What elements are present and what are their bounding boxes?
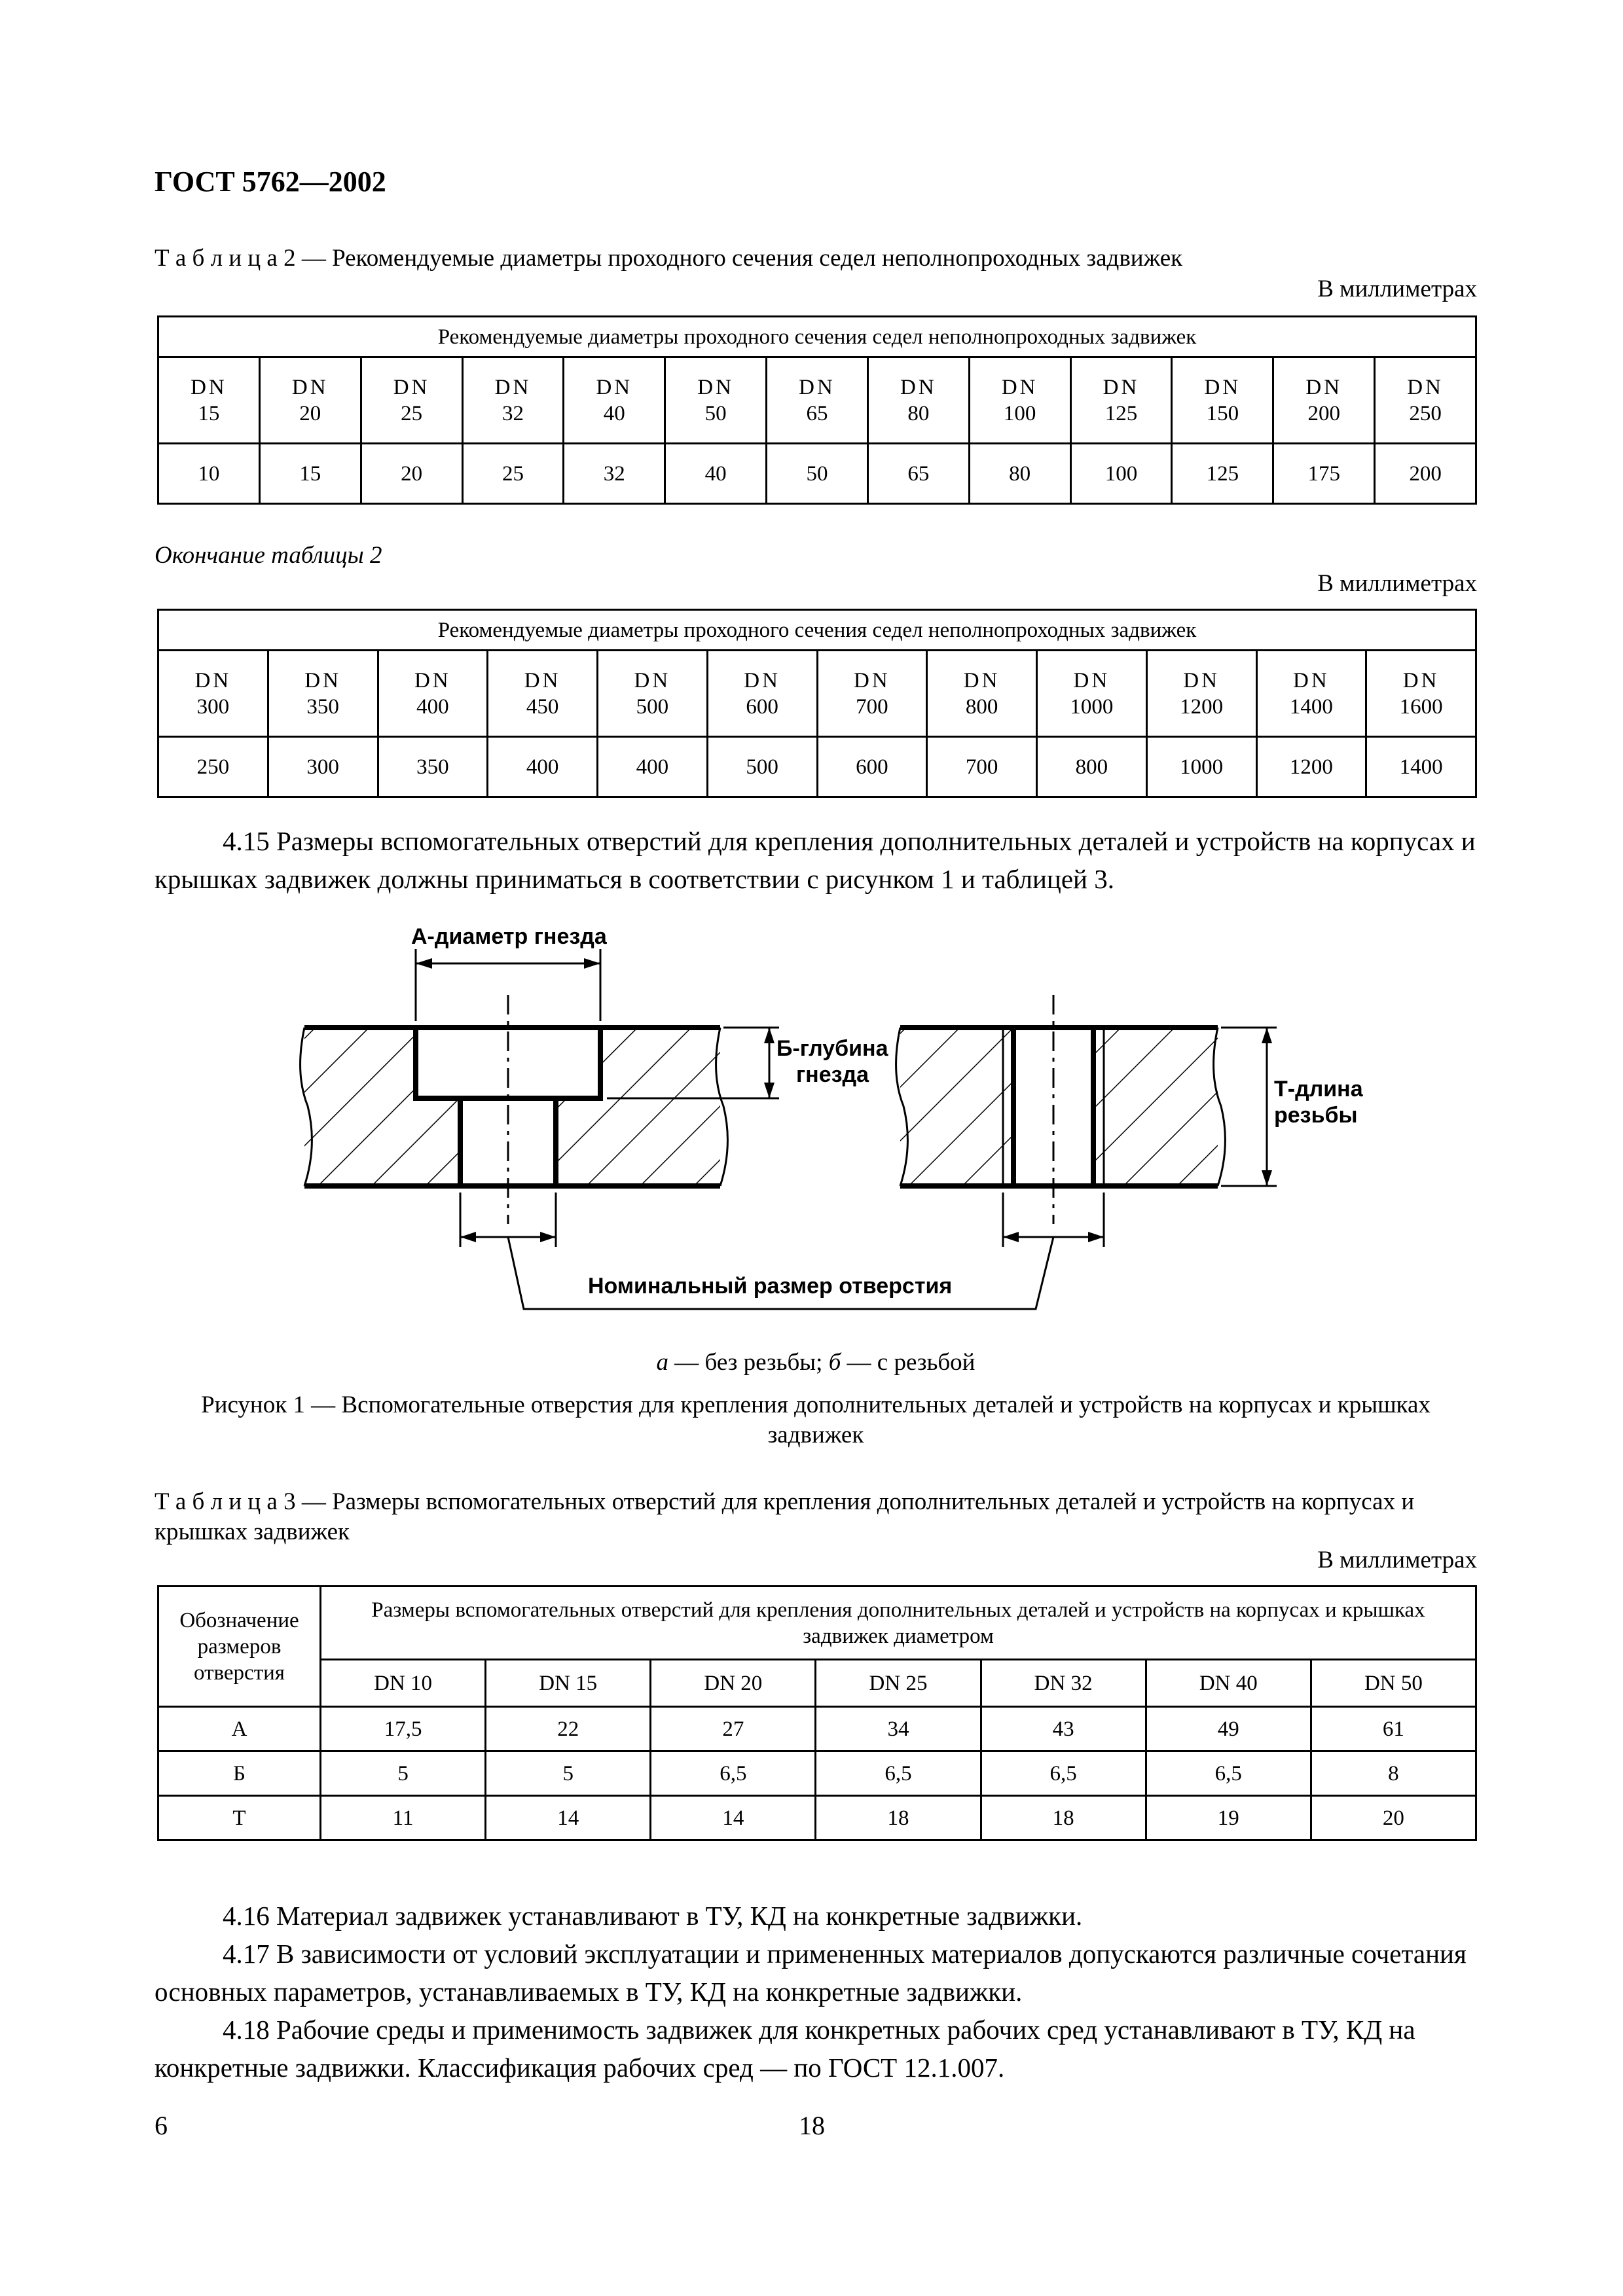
table2-end-group-header: Рекомендуемые диаметры проходного сечения седел неполнопроходных задвижек [158,610,1476,651]
table2-end-seat-cell: 400 [488,737,598,797]
figure1-label-a: А-диаметр гнезда [411,924,607,949]
table3-caption: Т а б л и ц а 3 — Размеры вспомогательных отверстий для крепления дополнительных деталей и устройств на корпусах и крышках задвижек [155,1488,1415,1545]
dn-label: DN [1407,375,1444,399]
table2-end-seat-cell: 400 [598,737,708,797]
dn-value: 25 [401,401,423,425]
dn-label: DN [524,668,561,692]
dn-label: DN [291,375,329,399]
dn-label: DN [963,668,1000,692]
table3-cell: 49 [1146,1707,1311,1751]
dn-value: 1600 [1399,694,1443,719]
dn-value: 700 [856,694,888,719]
table3-cell: 43 [981,1707,1146,1751]
dn-label: DN [697,375,734,399]
dn-label: DN [854,668,890,692]
dn-value: 800 [965,694,998,719]
dn-value: 15 [198,401,220,425]
table2-seat-cell: 15 [259,444,361,504]
table3-cell: 20 [1311,1796,1476,1840]
table2-seat-cell: 200 [1375,444,1476,504]
table2-end-seat-cell: 800 [1037,737,1147,797]
table2-end-seat-cell: 300 [268,737,378,797]
dn-value: 1400 [1289,694,1333,719]
table2-end-seat-cell: 1400 [1366,737,1476,797]
dn-label: DN [1402,668,1440,692]
table2-seat-cell: 40 [665,444,767,504]
dn-label: DN [1305,375,1343,399]
document-header: ГОСТ 5762—2002 [155,166,386,198]
dn-label: DN [1293,668,1330,692]
table3-cell: 22 [486,1707,651,1751]
paragraph-4-15: 4.15 Размеры вспомогательных отверстий для крепления дополнительных деталей и устройств на корпусах и крышках задвижек должны приниматься в соответствии с рисунком 1 и таблицей 3. [155,826,1476,894]
figure1-part-a [301,949,779,1247]
dn-value: 250 [1409,401,1442,425]
dn-value: 80 [907,401,930,425]
dn-label: DN [304,668,341,692]
table2-end-seat-cell: 350 [378,737,488,797]
table3-column-header: DN 15 [486,1660,651,1707]
table3-cell: 34 [816,1707,981,1751]
paragraph-4-18: 4.18 Рабочие среды и применимость задвижек для конкретных рабочих сред устанавливают в ТУ, КД на конкретные задвижки. Классификация рабочих сред — по ГОСТ 12.1.007. [155,2015,1415,2083]
dn-label: DN [1001,375,1038,399]
dn-label: DN [194,668,232,692]
dn-value: 300 [196,694,230,719]
table2-seat-cell: 100 [1070,444,1172,504]
dn-label: DN [191,375,227,399]
dn-value: 450 [526,694,559,719]
table3-column-header: DN 32 [981,1660,1146,1707]
table2-seat-cell: 80 [969,444,1070,504]
table3-row [158,1796,1476,1840]
table3-row [158,1707,1476,1751]
dn-label: DN [494,375,532,399]
table2-end-seat-cell: 500 [707,737,817,797]
table3-column-header: DN 10 [321,1660,486,1707]
dn-value: 65 [806,401,828,425]
table3-cell: 8 [1311,1751,1476,1796]
dn-label: DN [1204,375,1241,399]
table3-cell: 27 [651,1707,816,1751]
table2-end-seat-cell: 250 [158,737,268,797]
table3-row-label: Б [158,1751,321,1796]
table3-units: В миллиметрах [1317,1547,1477,1573]
table2-end-seat-cell: 700 [927,737,1037,797]
dn-label: DN [414,668,451,692]
table3-cell: 6,5 [651,1751,816,1796]
table3-row-label: А [158,1707,321,1751]
table2-seat-cell: 25 [462,444,564,504]
table2-seat-cell: 125 [1172,444,1273,504]
table2-seat-cell: 50 [767,444,868,504]
table2-end-seat-cell: 1000 [1146,737,1256,797]
table2-seat-cell: 65 [867,444,969,504]
dn-value: 500 [636,694,669,719]
dn-label: DN [393,375,430,399]
paragraph-4-16: 4.16 Материал задвижек устанавливают в ТУ, КД на конкретные задвижки. [223,1901,1083,1931]
table3-cell: 6,5 [981,1751,1146,1796]
table2-end-seat-cell: 600 [817,737,927,797]
dn-value: 125 [1104,401,1138,425]
dn-value: 100 [1003,401,1036,425]
figure1-label-b: Б-глубина гнезда [776,1036,888,1087]
page-number-center: 18 [799,2111,825,2140]
table3-group-header: Размеры вспомогательных отверстий для крепления дополнительных деталей и устройств на корпусах и крышках задвижек диаметром [321,1587,1476,1660]
dn-value: 400 [416,694,449,719]
table3-column-header: DN 40 [1146,1660,1311,1707]
figure1-part-b [896,995,1277,1247]
table3-column-header: DN 50 [1311,1660,1476,1707]
dn-label: DN [744,668,780,692]
dn-label: DN [634,668,671,692]
table3-cell: 18 [816,1796,981,1840]
dn-value: 1200 [1180,694,1224,719]
table2-end-seat-cell: 1200 [1256,737,1366,797]
table3-row-label: Т [158,1796,321,1840]
table3-cell: 14 [486,1796,651,1840]
table3-row [158,1751,1476,1796]
table2-seat-cell: 10 [158,444,260,504]
table3-column-header: DN 25 [816,1660,981,1707]
dn-label: DN [596,375,633,399]
dn-label: DN [900,375,937,399]
dn-value: 1000 [1070,694,1114,719]
table3-cell: 61 [1311,1707,1476,1751]
dn-value: 200 [1307,401,1340,425]
dn-value: 350 [306,694,339,719]
dn-label: DN [799,375,835,399]
table3-column-header: DN 20 [651,1660,816,1707]
figure1-caption: Рисунок 1 — Вспомогательные отверстия для крепления дополнительных деталей и устройств на корпусах и крышках задвижек [201,1391,1431,1448]
paragraph-4-17: 4.17 В зависимости от условий эксплуатации и примененных материалов допускаются различные сочетания основных параметров, устанавливаемых в ТУ, КД на конкретные задвижки. [155,1939,1467,2007]
table3-cell: 14 [651,1796,816,1840]
table3-cell: 11 [321,1796,486,1840]
table2-end-units: В миллиметрах [1317,570,1477,597]
dn-value: 20 [299,401,321,425]
table3-cell: 19 [1146,1796,1311,1840]
table3-row-header: Обозначение размеров отверстия [158,1587,321,1707]
table2-caption: Т а б л и ц а 2 — Рекомендуемые диаметры проходного сечения седел неполнопроходных задвижек [155,245,1183,272]
dn-value: 50 [704,401,727,425]
dn-label: DN [1183,668,1220,692]
table3-cell: 17,5 [321,1707,486,1751]
figure1-subcaption: а — без резьбы; б — с резьбой [656,1349,976,1376]
dn-label: DN [1103,375,1140,399]
table3 [157,1585,1477,1841]
table2-seat-cell: 32 [564,444,665,504]
table2-units: В миллиметрах [1317,276,1477,302]
table2-group-header: Рекомендуемые диаметры проходного сечения седел неполнопроходных задвижек [158,317,1476,357]
dn-value: 32 [501,401,524,425]
dn-value: 150 [1206,401,1239,425]
table3-cell: 5 [486,1751,651,1796]
dn-label: DN [1073,668,1110,692]
figure1-label-nominal: Номинальный размер отверстия [588,1274,953,1299]
dn-value: 40 [603,401,625,425]
dn-value: 600 [746,694,778,719]
table3-cell: 18 [981,1796,1146,1840]
table2-seat-cell: 175 [1273,444,1375,504]
table3-cell: 6,5 [1146,1751,1311,1796]
page-number-left: 6 [155,2111,168,2140]
table2-seat-cell: 20 [361,444,462,504]
table2-end-caption: Окончание таблицы 2 [155,542,382,569]
table3-cell: 6,5 [816,1751,981,1796]
table3-cell: 5 [321,1751,486,1796]
figure1-label-t: Т-длина резьбы [1274,1077,1363,1128]
